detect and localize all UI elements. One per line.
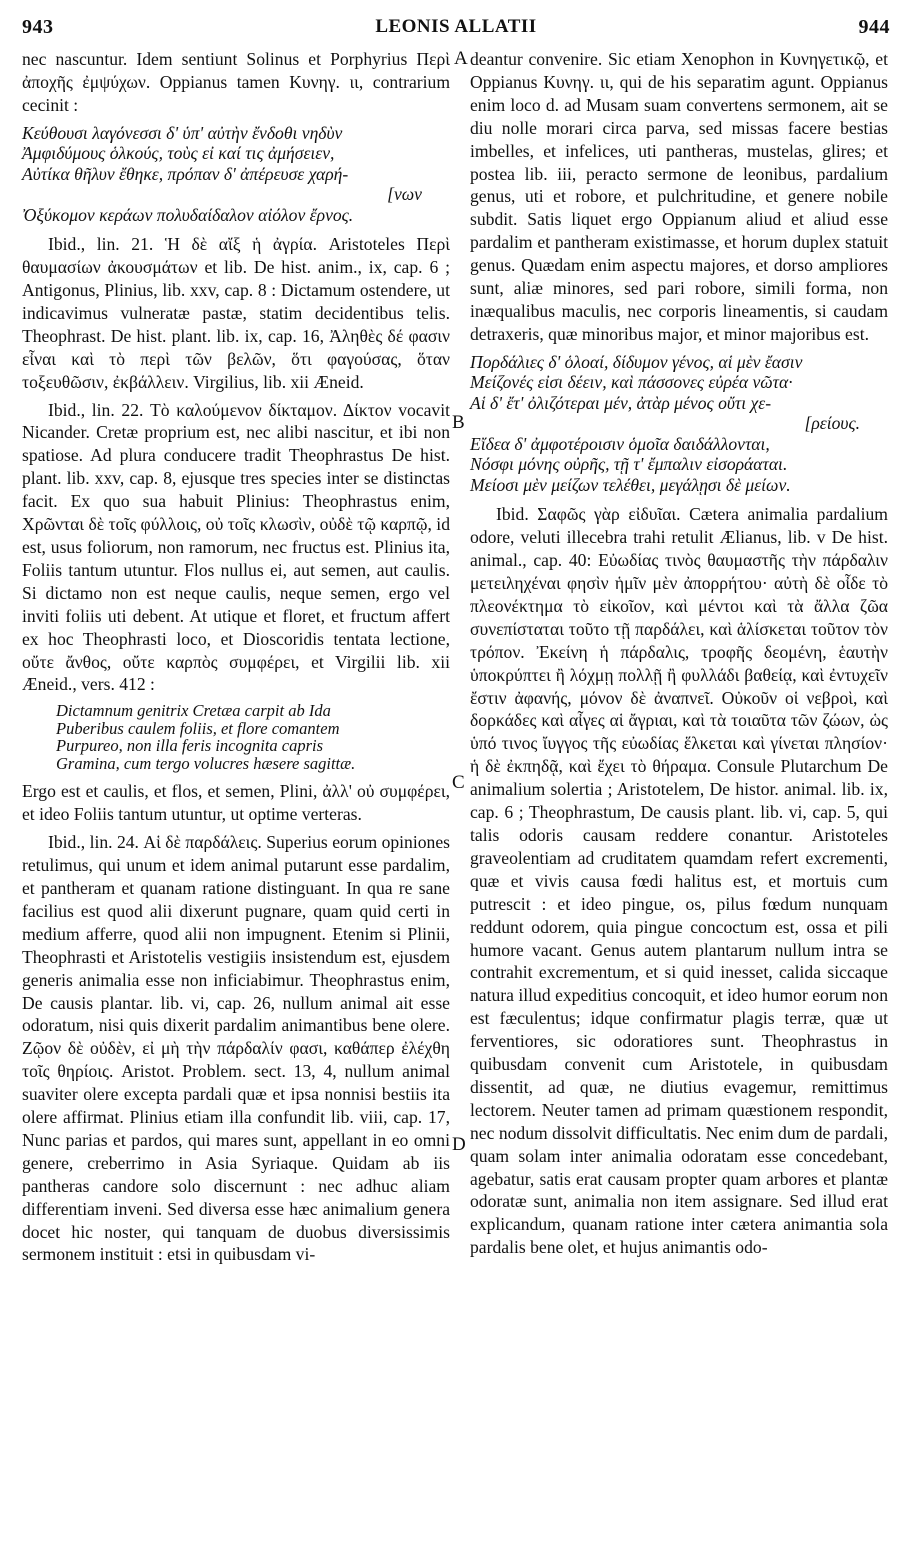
verse-line: Μείοσι μὲν μείζων τελέθει, μεγάλῃσι δὲ μείων. bbox=[470, 474, 791, 495]
verse-line: Κεύθουσι λαγόνεσσι δ' ὑπ' αὐτὴν ἔνδοθι νηδὺν bbox=[22, 122, 343, 143]
verse-line: Ἀμφιδύμους ὁλκούς, τοὺς εἰ καί τις ἀμήσειεν, bbox=[22, 143, 335, 164]
verse-line: Νόσφι μόνης οὐρῆς, τῇ τ' ἔμπαλιν εἰσοράαται. bbox=[470, 454, 788, 475]
latin-verse-virgil bbox=[22, 702, 450, 772]
right-column bbox=[470, 48, 888, 1264]
paragraph: Ergo est et caulis, et flos, et semen, Plini, ἀλλ' οὐ συμφέρει, et ideo Foliis tantum utuntur, ut optime verteras. bbox=[22, 781, 450, 825]
margin-marker-d: D bbox=[452, 1134, 466, 1155]
verse-line: Gramina, cum tergo volucres hæsere sagittæ. bbox=[56, 753, 356, 773]
paragraph: nec nascuntur. Idem sentiunt Solinus et Porphyrius Περὶ ἀποχῆς ἐμψύχων. Oppianus tamen Κυνηγ. ιι, contrarium cecinit : bbox=[22, 49, 450, 115]
paragraph: Ibid., lin. 24. Αἱ δὲ παρδάλεις. Superius eorum opiniones retulimus, qui unum et idem animal putarunt esse pardalim, et pantheram et quanam ratione distinguant. In qua re sane facilius est quod alii dixerunt pugnare, quam quid certi in medium afferre, quod alii non impugnent. Etenim si Plinii, Theophrasti et Aristotelis vestigiis insistendum est, ejusdem generis animalia esse non inficiabimur. Theophrastus enim, De causis plantar. lib. vi, cap. 26, nullum animal ait esse odoratum, nisi quis dixerit pardalim animantibus bene olere. Ζῷον δὲ οὐδὲν, εἰ μὴ τὴν πάρδαλίν φασι, καθάπερ ἐλέχθη τοῖς θηρίοις. Aristot. Problem. sect. 13, 4, nullum animal suaviter olere excepta pardali quæ et ipsa nonnisi bestiis ita olere affirmat. Plinius etiam illa confundit lib. viii, cap. 17, Nunc parias et pardos, qui mares sunt, appellant in eo omni genere, creberrimo in Asia Syriaque. Quidam ab iis pantheras candore solo discernunt : nec adhuc aliam differentiam inveni. Sed diversa esse hæc animalium genera docet hic noster, qui tanquam de duobus diversissimis sermonem instituit : etsi in quibusdam vi- bbox=[22, 832, 450, 1265]
verse-line: Dictamnum genitrix Cretæa carpit ab Ida bbox=[56, 701, 331, 721]
verse-line: Αὐτίκα θῆλυν ἔθηκε, πρόπαν δ' ἀπέρευσε χαρή- bbox=[22, 163, 349, 184]
verse-line: Πορδάλιες δ' ὁλοαί, δίδυμον γένος, αἱ μὲν ἔασιν bbox=[470, 351, 803, 372]
running-title: LEONIS ALLATII bbox=[375, 16, 537, 37]
page-header bbox=[22, 16, 890, 42]
verse-line: Ὀξύκομον κεράων πολυδαίδαλον αἰόλον ἔρνος. bbox=[22, 204, 354, 225]
paragraph: Ibid., lin. 22. Τὸ καλούμενον δίκταμον. Δίκτον vocavit Nicander. Cretæ proprium est, nec alibi nascitur, et ibi non spatiose. Ad plura conducere tradit Theophrastus De hist. plant. lib. xxv, cap. 8, ejusque tres species inter se distinctas facit. Ex quo sua habuit Plinius: Theophrastus enim, Χρῶνται δὲ τοῖς φύλλοις, οὐ τοῖς κλωσὶν, οὐδὲ τῷ καρπῷ, id est, usus foliorum, non ramorum, nec fructus est. Plinius ita, Foliis tantum utuntur. Flos nullus ei, aut semen, aut caulis. Si dictamo non est neque caulis, neque semen, ergo vel inviti foliis uti debent. At utique et floret, et fructum affert ex hoc Theophrasti loco, et Dioscoridis tentata lectione, οὔτε ἄνθος, οὔτε καρπὸς συμφέρει, et Virgilii lib. xii Æneid., vers. 412 : bbox=[22, 399, 450, 695]
paragraph: Ibid., lin. 21. Ἡ δὲ αἴξ ἡ ἀγρία. Aristoteles Περὶ θαυμασίων ἀκουσμάτων et lib. De hist. anim., ix, cap. 6 ; Antigonus, Plinius, lib. xxv, cap. 8 : Dictamum ostendere, ut indicavimus vulneratæ pastæ, statim decidentibus telis. Theophrast. De hist. plant. lib. ix, cap. 16, Ἀληθὲς δέ φασιν εἶναι καὶ τὸ περὶ τῶν βελῶν, ὅτι φαγούσας, ὅταν τοξευθῶσιν, ἐκβάλλειν. Virgilius, lib. xii Æneid. bbox=[22, 234, 450, 392]
verse-line-continuation: [ρείους. bbox=[804, 413, 860, 434]
paragraph: Ibid. Σαφῶς γὰρ εἰδυῖαι. Cætera animalia pardalium odore, veluti illecebra trahi retulit Ælianus, lib. v De hist. animal., cap. 40: Εὐωδίας τινὸς θαυμαστῆς τὴν πάρδαλιν μετειληχέναι φησὶν ἡμῖν μὲν ἀπορρήτου· αὐτὴ δὲ οἶδε τὸ πλεονέκτημα τὸ εἰκοῖον, καὶ μέντοι καὶ τὰ ἄλλα ζῶα συνεπίσταται τοῦτο τῇ παρδάλει, καὶ ἁλίσκεται τοῦτον τὸν τρόπον. Ἐκείνη ἡ πάρδαλις, τροφῆς δεομένη, ἑαυτὴν ὑποκρύπτει ἢ λόχμῃ πολλῇ ἢ φυλλάδι βαθείᾳ, καὶ ἐντυχεῖν ἔστιν ἀφανής, μόνον δὲ ἀναπνεῖ. Οὐκοῦν οἱ νεβροὶ, καὶ δορκάδες καὶ αἶγες αἱ ἄγριαι, καὶ τὰ τοιαῦτα τῶν ζώων, ὡς ὑπό τινος ἴυγγος τῆς εὐωδίας ἕλκεται καὶ γίνεται πλησίον· ἡ δὲ ἐκπηδᾷ, καὶ ἔχει τὸ θήραμα. Consule Plutarchum De animalium solertia ; Aristotelem, De histor. animal. lib. ix, cap. 6 ; Theophrastum, De causis plant. lib. vi, cap. 5, qui talis odoris causam reddere conantur. Aristoteles graveolentiam ad cruditatem quamdam refert excrementi, quæ et vivis causa fœdi halitus est, et mortuis cum putrescit : et ideo pingue, os, pilus fœdum nunquam reddunt odorem, quia pingue concoctum est, ossa et pili humore vacant. Genus autem plantarum nullum intra se contrahit excrementum, et si quid inesset, calida siccaque natura illud expeditius concoquit, et ideo humor eorum non est fæculentus; idque confirmatur plagis terræ, quæ ut ferventiores, sic odoratiores sunt. Theophrastus in quibusdam convenit cum Aristotele, in quibusdam dissentit, ad quæ, ne diutius evagemur, remittimus lectorem. Neuter tamen ad primam quæstionem respondit, nec nodum dissolvit difficultatis. Nec enim dum de pardali, quam solam inter animalia odoratam esse concedebant, agebatur, satis erat causam propter quam arbores et plantæ odoratæ sunt, animalia non item assignare. Sed illud erat explicandum, quanam ratione inter cætera animantia sola pardalis bene olet, et hujus animantis odo- bbox=[470, 504, 888, 1258]
verse-line: Purpureo, non illa feris incognita capris bbox=[56, 736, 324, 756]
paragraph: deantur convenire. Sic etiam Xenophon in Κυνηγετικῷ, et Oppianus Κυνηγ. ιι, qui de his separatim agunt. Oppianus enim loco d. ad Musam suam convertens sermonem, ait se diu nolle morari circa parva, sed missas facere bestias imbelles, et infelices, uti pantheras, mustelas, glires; et postea lib. iii, peracto sermone de leonibus, pardalium genus, uti et robore, et pulchritudine, et genere nobile subdit. Satis liquet ergo Oppianum aliud et aliud esse pardalim et pantheram existimasse, et horum duplex statuit genus. Quædam enim aspectu majores, et dorso ampliores sunt, aliæ minores, sed pari robore, simili forma, non inæqualibus maculis, nec corporis lineamentis, si caudam detraxeris, quæ minoribus major, et minor majoribus est. bbox=[470, 49, 888, 344]
verse-line: Μείζονές εἰσι δέειν, καὶ πάσσονες εὐρέα νῶτα· bbox=[470, 372, 793, 393]
margin-marker-b: B bbox=[452, 412, 465, 433]
margin-marker-a: A bbox=[454, 48, 468, 69]
page-number-right: 944 bbox=[858, 16, 890, 38]
verse-line-continuation: [νων bbox=[387, 184, 422, 205]
page-number-left: 943 bbox=[22, 16, 54, 38]
verse-line: Αἱ δ' ἔτ' ὀλιζότεραι μέν, ἀτὰρ μένος οὔτι χε- bbox=[470, 392, 772, 413]
greek-verse-pardalis bbox=[470, 352, 888, 496]
verse-line: Εἴδεα δ' ἀμφοτέροισιν ὁμοῖα δαιδάλλονται, bbox=[470, 433, 770, 454]
left-column bbox=[22, 48, 450, 1271]
greek-verse-oppianus bbox=[22, 123, 450, 226]
margin-marker-c: C bbox=[452, 772, 465, 793]
verse-line: Puberibus caulem foliis, et flore comantem bbox=[56, 718, 340, 738]
